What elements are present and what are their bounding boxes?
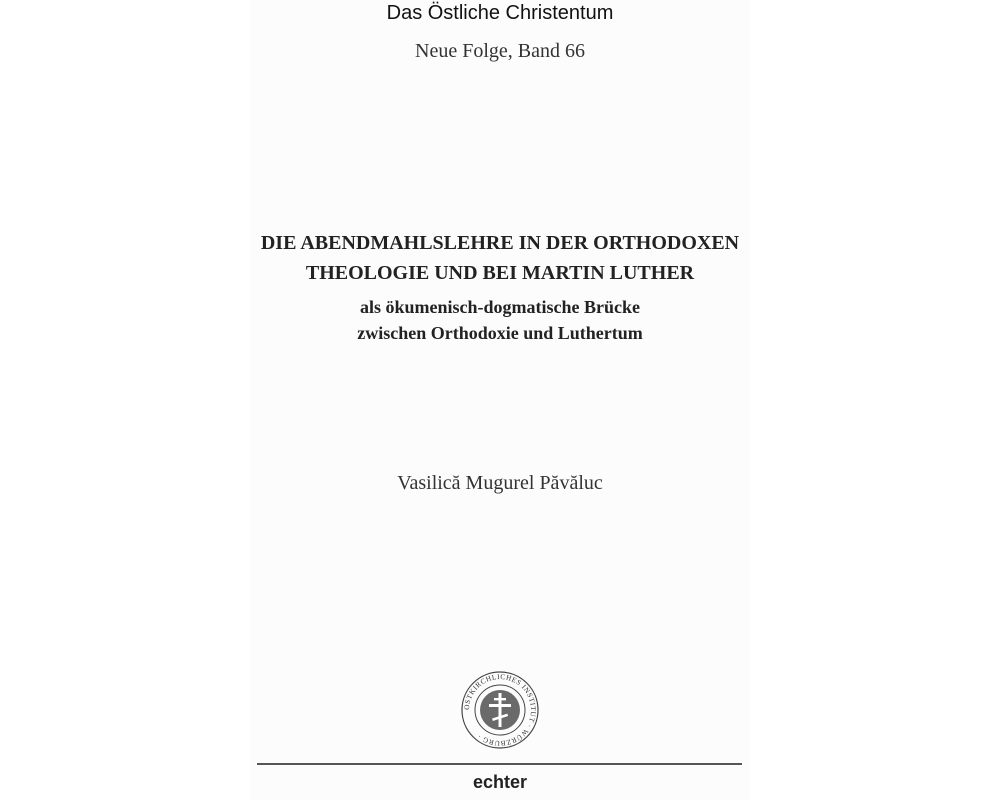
book-subtitle xyxy=(0,294,1000,346)
book-title-line-1: DIE ABENDMAHLSLEHRE IN DER ORTHODOXEN xyxy=(260,232,740,254)
book-subtitle-line-2: zwischen Orthodoxie und Luthertum xyxy=(357,323,643,343)
publisher-name: echter xyxy=(472,772,528,792)
book-title-line-2: THEOLOGIE UND BEI MARTIN LUTHER xyxy=(305,262,695,284)
series-volume: Neue Folge, Band 66 xyxy=(415,40,585,62)
orthodox-cross-seal-icon xyxy=(460,670,540,750)
author-name: Vasilică Mugurel Păvăluc xyxy=(397,472,603,494)
book-title xyxy=(0,228,1000,288)
book-subtitle-line-1: als ökumenisch-dogmatische Brücke xyxy=(359,297,640,317)
series-title: Das Östliche Christentum xyxy=(386,2,614,24)
seal-inscription: OSTKIRCHLICHES INSTITUT · WÜRZBURG · xyxy=(462,672,538,748)
footer-rule xyxy=(257,763,742,765)
